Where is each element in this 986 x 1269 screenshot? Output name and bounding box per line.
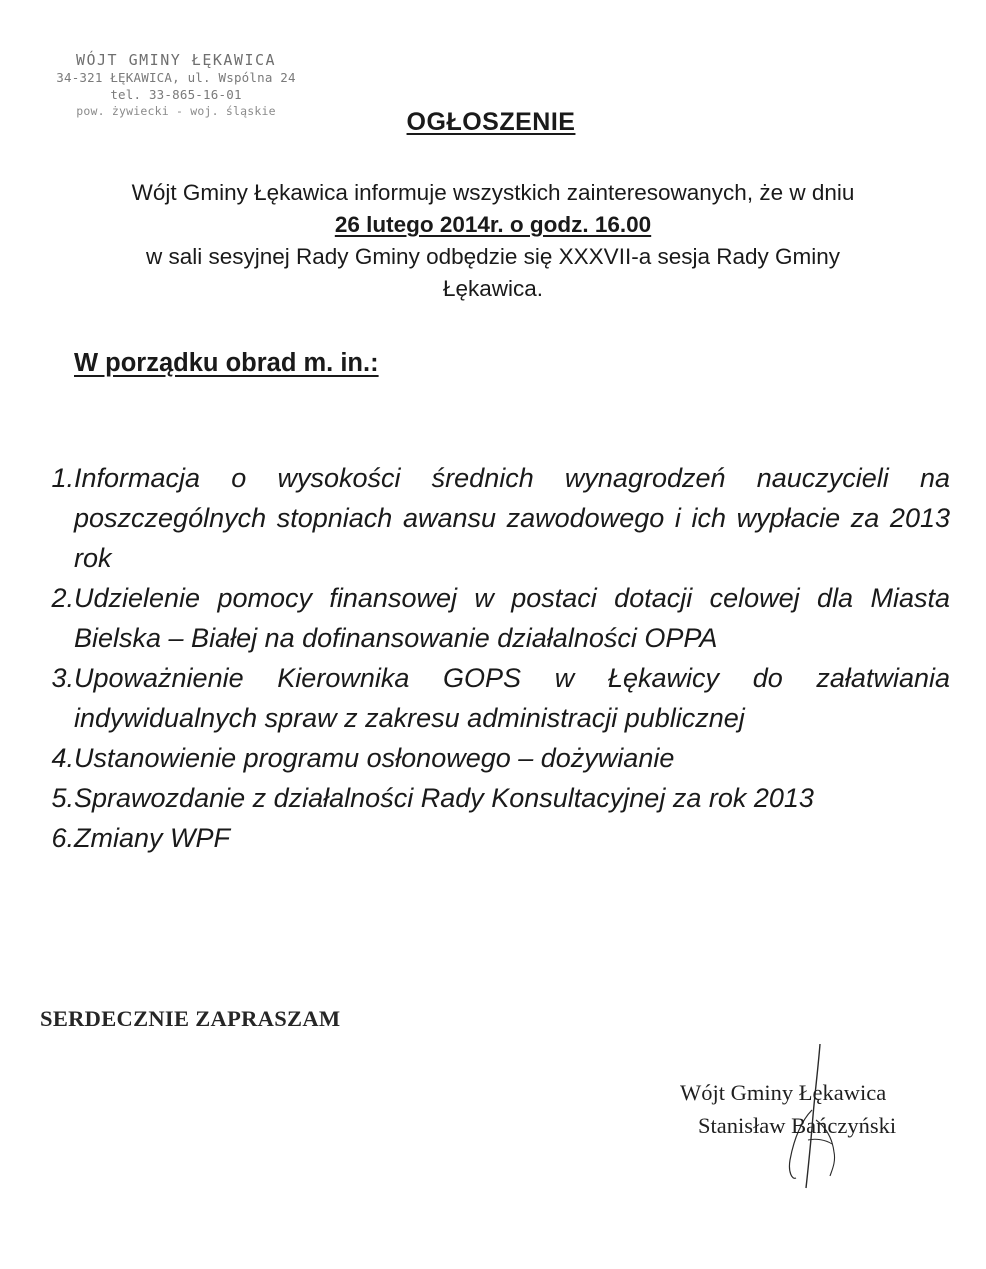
session-date: 26 lutego 2014r. o godz. 16.00 bbox=[334, 212, 652, 237]
agenda-item-number: 2. bbox=[51, 583, 74, 613]
agenda-item bbox=[40, 578, 950, 658]
agenda-item bbox=[40, 658, 950, 738]
signature-role: Wójt Gminy Łękawica bbox=[680, 1080, 887, 1105]
agenda-item-text: Ustanowienie programu osłonowego – dożywianie bbox=[74, 743, 675, 773]
page-title-text: OGŁOSZENIE bbox=[406, 108, 576, 136]
agenda-item bbox=[40, 738, 950, 778]
agenda-item-number: 1. bbox=[51, 463, 74, 493]
agenda-item bbox=[40, 778, 950, 818]
agenda-item-number: 6. bbox=[51, 823, 74, 853]
intro-paragraph bbox=[30, 177, 956, 305]
intro-line-3: w sali sesyjnej Rady Gminy odbędzie się XXXVII-a sesja Rady Gminy bbox=[145, 244, 841, 269]
agenda-item-text: Sprawozdanie z działalności Rady Konsultacyjnej za rok 2013 bbox=[74, 783, 814, 813]
agenda-item bbox=[40, 458, 950, 578]
signature-block bbox=[672, 1076, 942, 1142]
stamp-address: 34-321 ŁĘKAWICA, ul. Wspólna 24 bbox=[56, 70, 296, 85]
agenda-list bbox=[40, 458, 950, 858]
agenda-heading: W porządku obrad m. in.: bbox=[74, 349, 379, 377]
intro-line-4: Łękawica. bbox=[442, 276, 544, 301]
stamp-district: pow. żywiecki - woj. śląskie bbox=[76, 104, 276, 118]
agenda-item-text: Zmiany WPF bbox=[74, 823, 231, 853]
agenda-item-text: Upoważnienie Kierownika GOPS w Łękawicy do załatwiania indywidualnych spraw z zakresu administracji publicznej bbox=[74, 663, 950, 733]
stamp-title: WÓJT GMINY ŁĘKAWICA bbox=[75, 51, 277, 69]
agenda-item-number: 5. bbox=[51, 783, 74, 813]
stamp-phone: tel. 33-865-16-01 bbox=[110, 87, 242, 102]
intro-line-1: Wójt Gminy Łękawica informuje wszystkich zainteresowanych, że w dniu bbox=[131, 180, 855, 205]
agenda-item-number: 4. bbox=[51, 743, 74, 773]
agenda-item-text: Informacja o wysokości średnich wynagrodzeń nauczycieli na poszczególnych stopniach awansu zawodowego i ich wypłacie za 2013 rok bbox=[74, 463, 950, 573]
agenda-item-text: Udzielenie pomocy finansowej w postaci dotacji celowej dla Miasta Bielska – Białej na dofinansowanie działalności OPPA bbox=[74, 583, 950, 653]
page-title bbox=[0, 108, 986, 137]
agenda-item-number: 3. bbox=[51, 663, 74, 693]
closing-invitation: SERDECZNIE ZAPRASZAM bbox=[40, 1006, 341, 1031]
agenda-item bbox=[40, 818, 950, 858]
signature-name: Stanisław Bańczyński bbox=[698, 1113, 897, 1138]
